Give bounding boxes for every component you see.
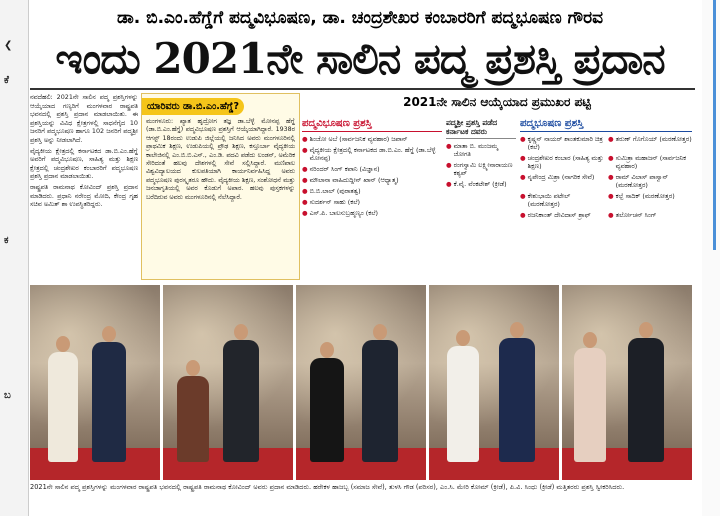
bullet-icon: ● bbox=[446, 142, 452, 150]
list-item-text: ಶಿಂಜೋ ಅಬೆ (ಸಾರ್ವಜನಿಕ ವ್ಯವಹಾರ) ಜಪಾನ್ bbox=[309, 135, 408, 143]
list-item bbox=[446, 161, 516, 177]
bullet-icon: ● bbox=[302, 187, 308, 195]
shri-column bbox=[446, 118, 516, 191]
list-item-text: ಚಂದ್ರಶೇಖರ ಕಂಬಾರ (ಸಾಹಿತ್ಯ ಮತ್ತು ಶಿಕ್ಷಣ) bbox=[527, 154, 604, 170]
scrollbar[interactable] bbox=[702, 0, 720, 516]
article-paragraph: ವೈದ್ಯಕೀಯ ಕ್ಷೇತ್ರದಲ್ಲಿ ಕರ್ನಾಟಕದ ಡಾ.ಬಿ.ಎಂ.ಹೆಗ್ಡೆ ಅವರಿಗೆ ಪದ್ಮವಿಭೂಷಣ, ಸಾಹಿತ್ಯ ಮತ್ತು ಶಿಕ್ಷಣ ಕ್ಷೇತ್ರದಲ್ಲಿ ಚಂದ್ರಶೇಖರ ಕಂಬಾರರಿಗೆ ಪದ್ಮಭೂಷಣ ಪ್ರಶಸ್ತಿ ಪ್ರದಾನ ಮಾಡಲಾಯಿತು. bbox=[30, 146, 138, 181]
list-item-text: ಕೇಶುಭಾಯಿ ಪಟೇಲ್ (ಮರಣೋತ್ತರ) bbox=[527, 192, 571, 208]
bullet-icon: ● bbox=[608, 192, 614, 200]
list-item-text: ರಾಮ್ ವಿಲಾಸ್ ಪಾಸ್ವಾನ್ (ಮರಣೋತ್ತರ) bbox=[615, 173, 669, 189]
list-item-text: ಕೆ.ವೈ. ವೆಂಕಟೇಶ್ (ಕ್ರೀಡೆ) bbox=[453, 180, 507, 188]
profile-box-title: ಯಾರಿವರು ಡಾ.ಬಿ.ಎಂ.ಹೆಗ್ಡೆ? bbox=[142, 98, 244, 115]
bullet-icon: ● bbox=[520, 211, 526, 219]
list-item bbox=[608, 135, 692, 151]
bullet-icon: ● bbox=[446, 180, 452, 188]
list-item bbox=[608, 192, 692, 208]
list-item-text: ಸುದರ್ಶನ್ ಸಾಹು (ಕಲೆ) bbox=[309, 198, 360, 206]
award-photo[interactable] bbox=[163, 285, 293, 480]
award-photo[interactable] bbox=[562, 285, 692, 480]
list-title: 2021ನೇ ಸಾಲಿನ ಆಯ್ಕೆಯಾದ ಪ್ರಮುಖರ ಪಟ್ಟಿ bbox=[403, 95, 591, 109]
bullet-icon: ● bbox=[302, 198, 308, 206]
award-photo[interactable] bbox=[296, 285, 426, 480]
list-item-text: ಎಸ್.ಪಿ. ಬಾಲಸುಬ್ರಹ್ಮಣ್ಯಂ (ಕಲೆ) bbox=[309, 209, 378, 217]
article-paragraph: ನವದೆಹಲಿ: 2021ನೇ ಸಾಲಿನ ಪದ್ಮ ಪ್ರಶಸ್ತಿಗಳನ್ನು ಆಯ್ಕೆಯಾದ ಗಣ್ಯರಿಗೆ ಮಂಗಳವಾರ ರಾಷ್ಟ್ರಪತಿ ಭವನದಲ್ಲಿ ಪ್ರಶಸ್ತಿ ಪ್ರದಾನ ಮಾಡಲಾಯಿತು. ಈ ಪ್ರಶಸ್ತಿಯನ್ನು ವಿವಿಧ ಕ್ಷೇತ್ರಗಳಲ್ಲಿ ಸಾಧನೆಗೈದ 10 ಜನರಿಗೆ ಪದ್ಮಭೂಷಣ ಹಾಗೂ 102 ಜನರಿಗೆ ಪದ್ಮಶ್ರೀ ಪ್ರಶಸ್ತಿ ಅನ್ನು ನೀಡಲಾಗಿದೆ. bbox=[30, 93, 138, 144]
list-item-text: ನೃಪೇಂದ್ರ ಮಿಶ್ರಾ (ನಾಗರಿಕ ಸೇವೆ) bbox=[527, 173, 595, 181]
bullet-icon: ● bbox=[608, 135, 614, 143]
divider bbox=[30, 88, 695, 90]
list-item-text: ವೈದ್ಯಕೀಯ ಕ್ಷೇತ್ರದಲ್ಲಿ ಕರ್ನಾಟಕದ ಡಾ.ಬಿ.ಎಂ. ಹೆಗ್ಡೆ (ಡಾ.ಬೆಳ್ಳೆ ಮೋನಪ್ಪ) bbox=[309, 146, 436, 162]
bullet-icon: ● bbox=[608, 173, 614, 181]
left-page-strip bbox=[0, 0, 29, 516]
bullet-icon: ● bbox=[520, 192, 526, 200]
list-item-text: ರಂಗಸ್ವಾಮಿ ಲಕ್ಷ್ಮೀನಾರಾಯಣ ಕಶ್ಯಪ್ bbox=[453, 161, 513, 177]
list-item-text: ಸುಮಿತ್ರಾ ಮಹಾಜನ್ (ಸಾರ್ವಜನಿಕ ವ್ಯವಹಾರ) bbox=[615, 154, 687, 170]
list-item-text: ತರ್ಲೋಚನ್ ಸಿಂಗ್ bbox=[615, 211, 657, 219]
list-item-text: ತರುಣ್ ಗೊಗೊಯ್ (ಮರಣೋತ್ತರ) bbox=[615, 135, 692, 143]
bullet-icon: ● bbox=[302, 135, 308, 143]
list-item-text: ಬಿ.ಬಿ.ಲಾಲ್ (ಪುರಾತತ್ವ) bbox=[309, 187, 361, 195]
vibhushan-column bbox=[302, 118, 442, 220]
profile-box bbox=[141, 93, 300, 280]
list-item bbox=[302, 135, 442, 143]
list-item bbox=[520, 211, 604, 219]
headline: ಇಂದು 2021ನೇ ಸಾಲಿನ ಪದ್ಮ ಪ್ರಶಸ್ತಿ ಪ್ರದಾನ bbox=[55, 34, 665, 83]
bullet-icon: ● bbox=[608, 211, 614, 219]
list-item bbox=[520, 173, 604, 189]
award-photo[interactable] bbox=[429, 285, 559, 480]
award-photo[interactable] bbox=[30, 285, 160, 480]
bullet-icon: ● bbox=[302, 165, 308, 173]
bhushan-heading: ಪದ್ಮಭೂಷಣ ಪ್ರಶಸ್ತಿ bbox=[520, 118, 692, 132]
list-item-text: ಕೃಷ್ಣನ್ ನಾಯರ್ ಶಾಂತಕುಮಾರಿ ಚಿತ್ರ (ಕಲೆ) bbox=[527, 135, 603, 151]
list-item bbox=[608, 173, 692, 189]
list-item-text: ಮೌಲಾನಾ ವಾಹಿದುದ್ದೀನ್ ಖಾನ್ (ಆಧ್ಯಾತ್ಮ) bbox=[309, 176, 399, 184]
list-item bbox=[302, 198, 442, 206]
photo-strip bbox=[30, 285, 692, 480]
list-item bbox=[302, 209, 442, 217]
bullet-icon: ● bbox=[520, 154, 526, 162]
bullet-icon: ● bbox=[520, 135, 526, 143]
strip-text: ಕೆ bbox=[4, 75, 9, 86]
list-item bbox=[520, 192, 604, 208]
list-item bbox=[302, 176, 442, 184]
list-item bbox=[608, 211, 692, 219]
article-body bbox=[30, 93, 138, 278]
strip-text: ಕ bbox=[4, 235, 9, 246]
list-item bbox=[302, 146, 442, 162]
bullet-icon: ● bbox=[302, 146, 308, 154]
article-paragraph: ರಾಷ್ಟ್ರಪತಿ ರಾಮನಾಥ ಕೋವಿಂದ್ ಪ್ರಶಸ್ತಿ ಪ್ರದಾನ ಮಾಡಿದರು. ಪ್ರಧಾನಿ ನರೇಂದ್ರ ಮೋದಿ, ಕೇಂದ್ರ ಗೃಹ ಸಚಿವ ಅಮಿತ್ ಶಾ ಉಪಸ್ಥಿತರಿದ್ದರು. bbox=[30, 182, 138, 209]
bullet-icon: ● bbox=[446, 161, 452, 169]
list-item-text: ಕಲ್ಬೆ ಸಾದಿಕ್ (ಮರಣೋತ್ತರ) bbox=[615, 192, 675, 200]
shri-heading: ಪದ್ಮಶ್ರೀ ಪ್ರಶಸ್ತಿ ಪಡೆದ ಕರ್ನಾಟಕ ದವರು bbox=[446, 118, 516, 139]
list-item bbox=[520, 135, 604, 151]
profile-box-body: ಮಂಗಳೂರು: ಖ್ಯಾತ ಹೃದ್ರೋಗ ತಜ್ಞ ಡಾ.ಬೆಳ್ಳೆ ಮೋನಪ್ಪ ಹೆಗ್ಡೆ (ಡಾ.ಬಿ.ಎಂ.ಹೆಗ್ಡೆ) ಪದ್ಮವಿಭೂಷಣ ಪ್ರಶಸ್ತಿಗೆ ಆಯ್ಕೆಯಾಗಿದ್ದಾರೆ. 1938ರ ಆಗಸ್ಟ್ 18ರಂದು ಉಡುಪಿ ಜಿಲ್ಲೆಯಲ್ಲಿ ಜನಿಸಿದ ಅವರು ಮಂಗಳೂರಿನಲ್ಲಿ ಪ್ರಾಥಮಿಕ ಶಿಕ್ಷಣ, ಉಡುಪಿಯಲ್ಲಿ ಪ್ರೌಢ ಶಿಕ್ಷಣ, ಕಸ್ತೂರ್ಬಾ ವೈದ್ಯಕೀಯ ಕಾಲೇಜಿನಲ್ಲಿ ಎಂ.ಬಿ.ಬಿ.ಎಸ್., ಎಂ.ಡಿ. ಪದವಿ ಪಡೆದು ಲಂಡನ್, ಅಮೆರಿಕ ಸೇರಿದಂತೆ ಹಲವು ದೇಶಗಳಲ್ಲಿ ಸೇವೆ ಸಲ್ಲಿಸಿದ್ದಾರೆ. ಮಣಿಪಾಲ ವಿಶ್ವವಿದ್ಯಾಲಯದ ಕುಲಪತಿಯಾಗಿ ಕಾರ್ಯನಿರ್ವಹಿಸಿದ್ದ ಅವರು ಪದ್ಮಭೂಷಣ ಪುರಸ್ಕೃತರೂ ಹೌದು. ವೈದ್ಯಕೀಯ ಶಿಕ್ಷಣ, ಸಂಶೋಧನೆ ಮತ್ತು ಜನಜಾಗೃತಿಯಲ್ಲಿ ಅವರ ಕೊಡುಗೆ ಅಪಾರ. ಹಲವು ಪುಸ್ತಕಗಳನ್ನು ಬರೆದಿರುವ ಅವರು ಮಂಗಳೂರಿನಲ್ಲಿ ನೆಲೆಸಿದ್ದಾರೆ. bbox=[146, 118, 295, 201]
list-item bbox=[446, 180, 516, 188]
list-item bbox=[302, 165, 442, 173]
bullet-icon: ● bbox=[608, 154, 614, 162]
list-item-text: ನರಿಂದರ್ ಸಿಂಗ್ ಕಪಾನಿ (ವಿಜ್ಞಾನ) bbox=[309, 165, 380, 173]
strip-text: ಬ bbox=[4, 390, 11, 401]
scrollbar-thumb[interactable] bbox=[713, 0, 716, 250]
bullet-icon: ● bbox=[520, 173, 526, 181]
list-item bbox=[446, 142, 516, 158]
vibhushan-heading: ಪದ್ಮವಿಭೂಷಣ ಪ್ರಶಸ್ತಿ bbox=[302, 118, 442, 132]
list-item-text: ರಜನಿಕಾಂತ್ ದೇವಿದಾಸ್ ಶ್ರಾಫ್ bbox=[527, 211, 591, 219]
bullet-icon: ● bbox=[302, 209, 308, 217]
kicker: ಡಾ. ಬಿ.ಎಂ.ಹೆಗ್ಡೆಗೆ ಪದ್ಮವಿಭೂಷಣ, ಡಾ. ಚಂದ್ರಶೇಖರ ಕಂಬಾರರಿಗೆ ಪದ್ಮಭೂಷಣ ಗೌರವ bbox=[116, 8, 604, 28]
photo-caption: 2021ನೇ ಸಾಲಿನ ಪದ್ಮ ಪ್ರಶಸ್ತಿಗಳನ್ನು ಮಂಗಳವಾರ ರಾಷ್ಟ್ರಪತಿ ಭವನದಲ್ಲಿ ರಾಷ್ಟ್ರಪತಿ ರಾಮನಾಥ ಕೋವಿಂದ್ ಅವರು ಪ್ರದಾನ ಮಾಡಿದರು. ಹರೇಕಳ ಹಾಜಬ್ಬ (ಸಮಾಜ ಸೇವೆ), ತುಳಸಿ ಗೌಡ (ಪರಿಸರ), ಎಂ.ಸಿ. ಮೇರಿ ಕೋಮ್ (ಕ್ರೀಡೆ), ಪಿ.ವಿ. ಸಿಂಧು (ಕ್ರೀಡೆ) ಮತ್ತಿತರರು ಪ್ರಶಸ್ತಿ ಸ್ವೀಕರಿಸಿದರು. bbox=[30, 483, 625, 491]
list-item bbox=[608, 154, 692, 170]
bullet-icon: ● bbox=[302, 176, 308, 184]
list-item-text: ಮಾತಾ ಬಿ. ಮಂಜಮ್ಮ ಜೋಗತಿ bbox=[453, 142, 499, 158]
bhushan-column bbox=[520, 118, 692, 222]
chevron-left-icon[interactable]: ❮ bbox=[4, 40, 13, 51]
list-item bbox=[302, 187, 442, 195]
list-item bbox=[520, 154, 604, 170]
